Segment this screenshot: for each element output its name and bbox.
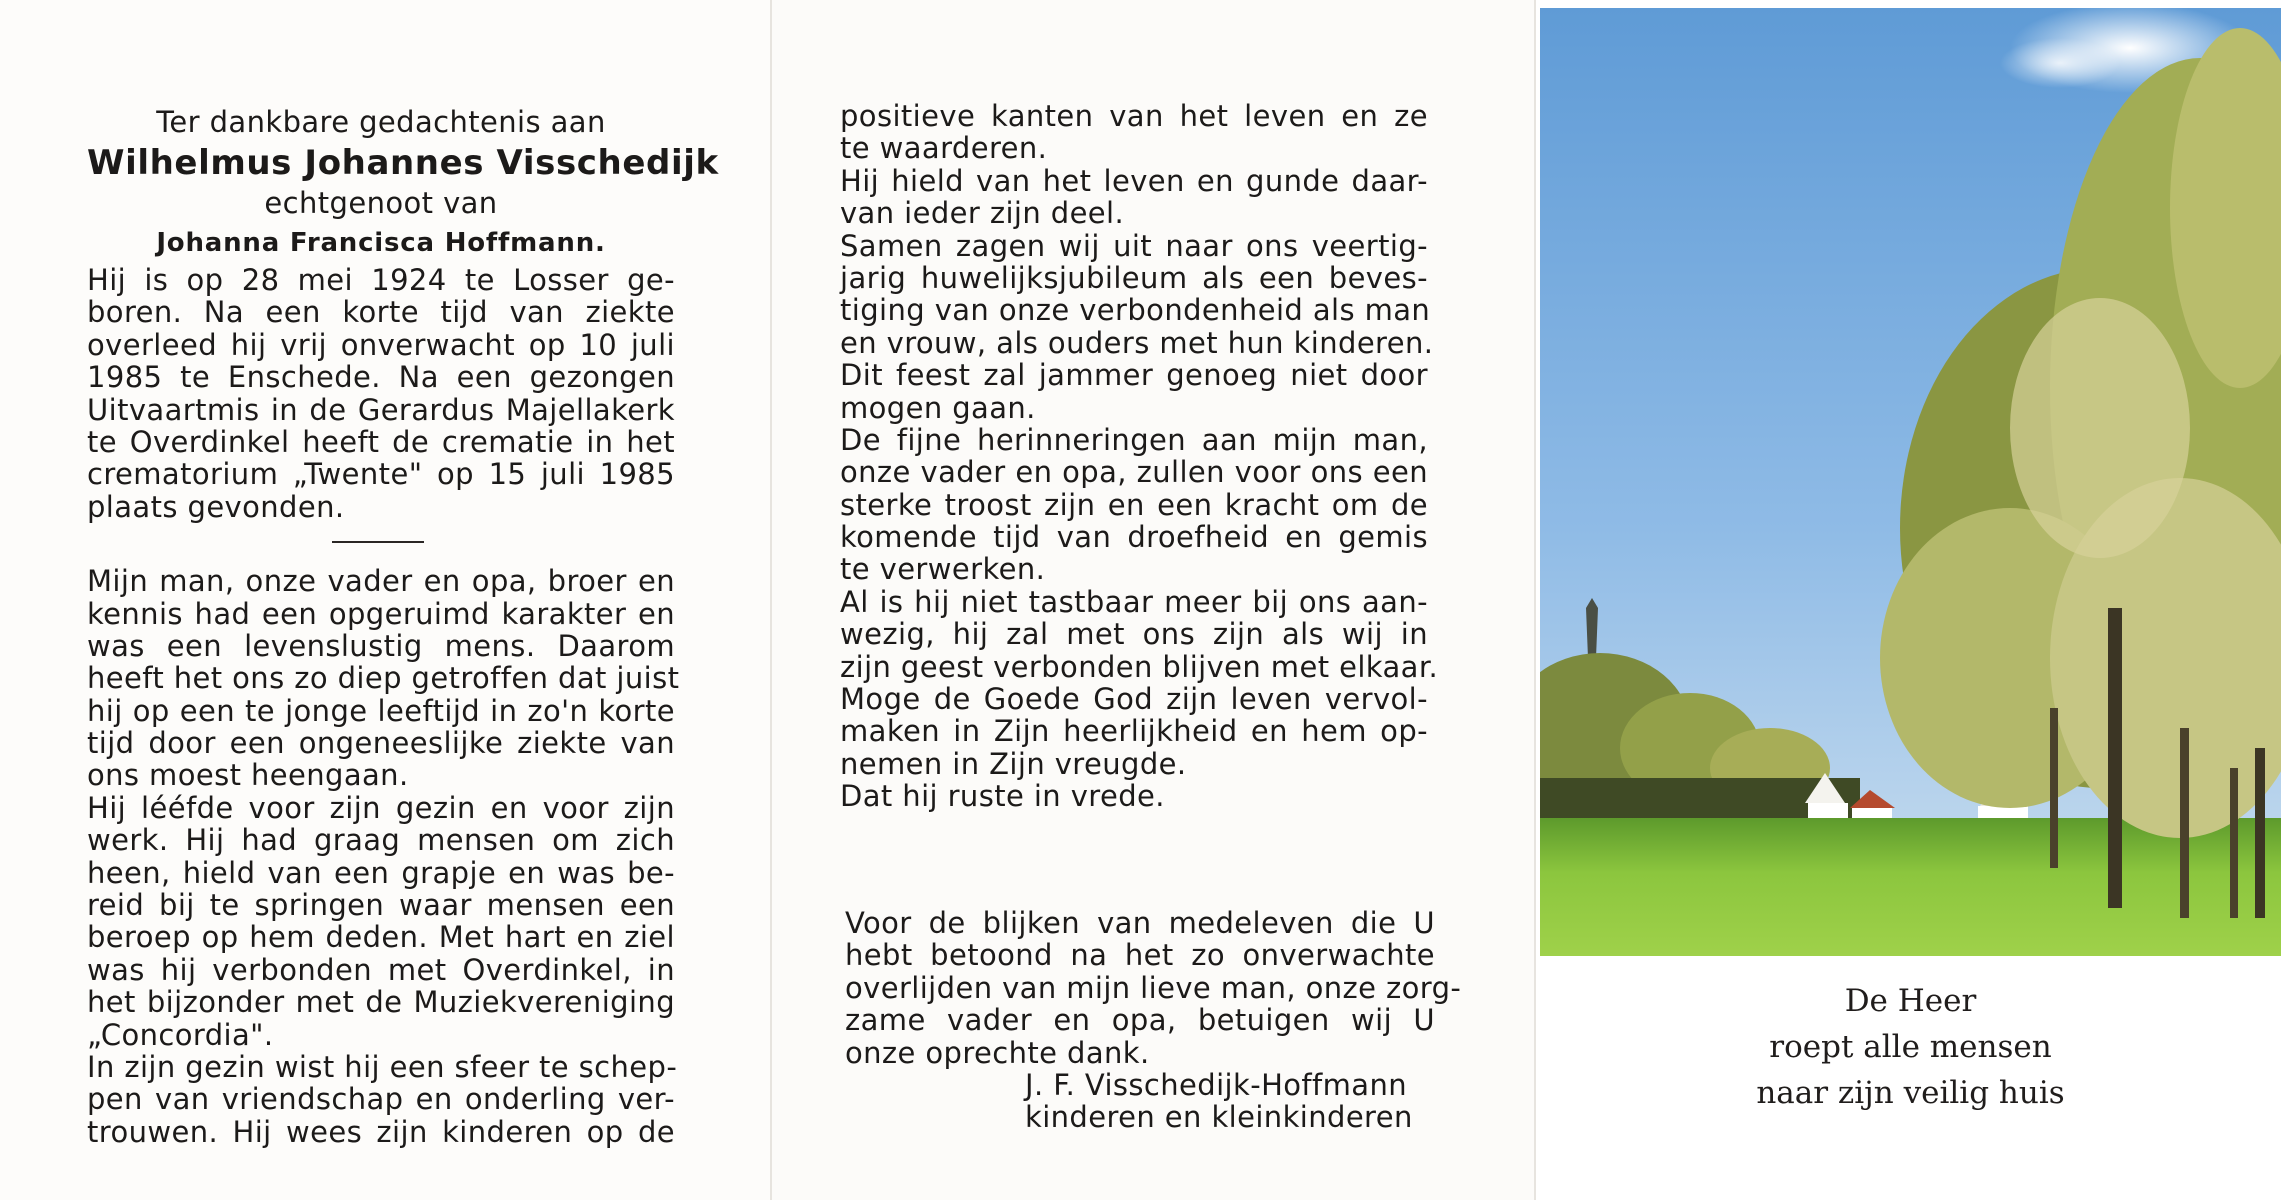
text-line: jarig huwelijksjubileum als een beves- [840, 260, 1428, 295]
text-line: was een levenslustig mens. Daarom [87, 628, 675, 663]
caption-line: naar zijn veilig huis [1756, 1075, 2065, 1111]
text-line: Mijn man, onze vader en opa, broer en [87, 564, 675, 599]
text-line: Hij lééfde voor zijn gezin en voor zijn [87, 790, 675, 825]
fold-line [770, 0, 772, 1200]
text-line: sterke troost zijn en een kracht om de [840, 487, 1428, 522]
text-line: Dit feest zal jammer genoeg niet door [840, 358, 1428, 393]
deceased-name: Wilhelmus Johannes Visschedijk [87, 143, 719, 183]
text-line: onze vader en opa, zullen voor ons een [840, 455, 1428, 490]
text-line: kennis had een opgeruimd karakter en [87, 596, 675, 631]
text-line: zame vader en opa, betuigen wij U [845, 1003, 1435, 1038]
landscape-photo [1540, 8, 2281, 956]
text-line: onze oprechte dank. [845, 1035, 1150, 1070]
text-line: het bijzonder met de Muziekvereniging [87, 985, 675, 1020]
text-line: hij op een te jonge leeftijd in zo'n korte [87, 693, 675, 728]
text-line: overlijden van mijn lieve man, onze zorg- [845, 970, 1462, 1005]
landscape-illustration [1540, 8, 2281, 956]
text-line: hebt betoond na het zo onverwachte [845, 938, 1435, 973]
text-line: De fijne herinneringen aan mijn man, [840, 422, 1428, 457]
divider [332, 541, 424, 543]
text-line: trouwen. Hij wees zijn kinderen op de [87, 1114, 675, 1149]
left-column [87, 102, 719, 1149]
text-line: Dat hij ruste in vrede. [840, 779, 1165, 814]
middle-column [840, 99, 1439, 814]
text-line: Hij is op 28 mei 1924 te Losser ge- [87, 263, 675, 297]
text-line: „Concordia". [87, 1017, 274, 1052]
text-line: Moge de Goede God zijn leven vervol- [840, 682, 1428, 717]
text-line: overleed hij vrij onverwacht op 10 juli [87, 327, 675, 362]
text-line: boren. Na een korte tijd van ziekte [87, 295, 675, 330]
text-line: tiging van onze verbondenheid als man [840, 293, 1431, 328]
spouse-name: Johanna Francisca Hoffmann. [156, 228, 606, 258]
text-line: Uitvaartmis in de Gerardus Majellakerk [87, 392, 675, 427]
text-line: werk. Hij had graag mensen om zich [87, 823, 675, 858]
text-line: mogen gaan. [840, 390, 1036, 425]
text-line: tijd door een ongeneeslijke ziekte van [87, 726, 675, 761]
text-line: heen, hield van een grapje en was be- [87, 855, 675, 890]
memorial-text [87, 564, 680, 1149]
relation-line: echtgenoot van [264, 186, 498, 220]
text-line: van ieder zijn deel. [840, 196, 1125, 231]
text-line: Samen zagen wij uit naar ons veertig- [840, 228, 1428, 263]
signature-family: kinderen en kleinkinderen [1025, 1100, 1413, 1135]
text-line: positieve kanten van het leven en ze [840, 99, 1428, 133]
text-line: was hij verbonden met Overdinkel, in [87, 952, 675, 987]
text-line: komende tijd van droefheid en gemis [840, 520, 1428, 555]
text-line: Voor de blijken van medeleven die U [845, 906, 1435, 940]
signature-name: J. F. Visschedijk-Hoffmann [1025, 1067, 1408, 1102]
thanks-block [845, 906, 1462, 1135]
text-line: Hij hield van het leven en gunde daar- [840, 163, 1428, 198]
text-line: In zijn gezin wist hij een sfeer te schep- [87, 1049, 678, 1084]
text-line: pen van vriendschap en onderling ver- [87, 1082, 675, 1117]
text-line: Al is hij niet tastbaar meer bij ons aan- [840, 584, 1428, 619]
caption-line: roept alle mensen [1769, 1029, 2052, 1065]
text-line: te Overdinkel heeft de crematie in het [87, 424, 675, 459]
intro-line: Ter dankbare gedachtenis aan [156, 105, 606, 139]
text-line: heeft het ons zo diep getroffen dat juist [87, 661, 680, 696]
fold-line [1534, 0, 1536, 1200]
biography [87, 264, 675, 523]
text-line: plaats gevonden. [87, 489, 345, 524]
text-line: te waarderen. [840, 131, 1048, 166]
text-line: zijn geest verbonden blijven met elkaar. [840, 649, 1439, 684]
text-line: 1985 te Enschede. Na een gezongen [87, 360, 675, 395]
text-line: te verwerken. [840, 552, 1046, 587]
verse-caption [1540, 978, 2281, 1116]
text-line: nemen in Zijn vreugde. [840, 746, 1187, 781]
caption-line: De Heer [1844, 983, 1977, 1019]
text-line: beroep op hem deden. Met hart en ziel [87, 920, 675, 955]
text-line: wezig, hij zal met ons zijn als wij in [840, 617, 1428, 652]
text-line: reid bij te springen waar mensen een [87, 888, 675, 923]
text-line: ons moest heengaan. [87, 758, 409, 793]
text-line: crematorium „Twente" op 15 juli 1985 [87, 457, 675, 492]
text-line: en vrouw, als ouders met hun kinderen. [840, 325, 1434, 360]
text-line: maken in Zijn heerlijkheid en hem op- [840, 714, 1428, 749]
